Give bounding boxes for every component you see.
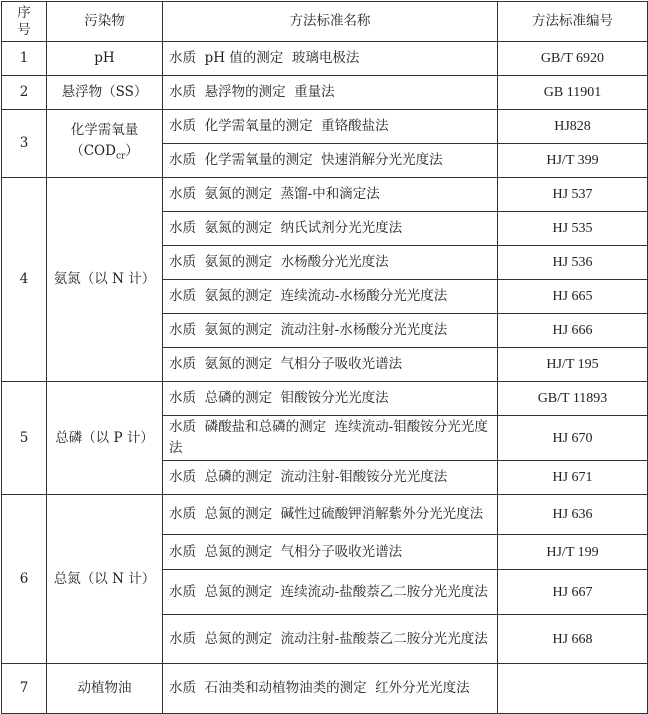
method-name: 水质 氨氮的测定 流动注射-水杨酸分光光度法 <box>163 314 498 348</box>
method-code: GB 11901 <box>498 76 648 110</box>
method-name: 水质 氨氮的测定 连续流动-水杨酸分光光度法 <box>163 280 498 314</box>
method-code: HJ 671 <box>498 461 648 495</box>
method-name: 水质 pH 值的测定 玻璃电极法 <box>163 42 498 76</box>
pollutant-cell: pH <box>47 42 163 76</box>
method-code: HJ 667 <box>498 570 648 615</box>
method-name: 水质 氨氮的测定 纳氏试剂分光光度法 <box>163 212 498 246</box>
method-name: 水质 总氮的测定 碱性过硫酸钾消解紫外分光光度法 <box>163 495 498 535</box>
method-name: 水质 氨氮的测定 气相分子吸收光谱法 <box>163 348 498 382</box>
method-code: HJ/T 199 <box>498 535 648 570</box>
method-code: GB/T 6920 <box>498 42 648 76</box>
method-name: 水质 氨氮的测定 水杨酸分光光度法 <box>163 246 498 280</box>
pollutant-cell <box>47 110 163 178</box>
method-code: HJ 668 <box>498 615 648 664</box>
row-number: 3 <box>2 110 47 178</box>
method-name: 水质 总磷的测定 钼酸铵分光光度法 <box>163 382 498 416</box>
pollutant-cell: 总磷（以 P 计） <box>47 382 163 495</box>
row-number: 2 <box>2 76 47 110</box>
table-row <box>2 110 648 144</box>
method-code: HJ 636 <box>498 495 648 535</box>
method-code: HJ/T 195 <box>498 348 648 382</box>
method-name: 水质 磷酸盐和总磷的测定 连续流动-钼酸铵分光光度法 <box>163 416 498 461</box>
table-row <box>2 495 648 535</box>
method-name: 水质 悬浮物的测定 重量法 <box>163 76 498 110</box>
header-pollutant: 污染物 <box>47 2 163 42</box>
method-code: HJ/T 399 <box>498 144 648 178</box>
pollutant-close: ） <box>125 142 139 159</box>
method-code: HJ828 <box>498 110 648 144</box>
method-code: HJ 670 <box>498 416 648 461</box>
header-row <box>2 2 648 42</box>
method-name: 水质 化学需氧量的测定 快速消解分光光度法 <box>163 144 498 178</box>
method-code: HJ 665 <box>498 280 648 314</box>
pollutant-subscript: cr <box>115 151 126 162</box>
header-method-code: 方法标准编号 <box>498 2 648 42</box>
method-code <box>498 664 648 714</box>
pollutant-abbr: （COD <box>70 142 116 159</box>
pollutant-cell: 动植物油 <box>47 664 163 714</box>
row-number: 7 <box>2 664 47 714</box>
method-name: 水质 化学需氧量的测定 重铬酸盐法 <box>163 110 498 144</box>
table-row <box>2 178 648 212</box>
method-code: GB/T 11893 <box>498 382 648 416</box>
row-number: 5 <box>2 382 47 495</box>
row-number: 1 <box>2 42 47 76</box>
method-name: 水质 总磷的测定 流动注射-钼酸铵分光光度法 <box>163 461 498 495</box>
pollutant-name: 化学需氧量 <box>70 121 139 138</box>
table-row <box>2 42 648 76</box>
header-method-name: 方法标准名称 <box>163 2 498 42</box>
pollutant-cell: 总氮（以 N 计） <box>47 495 163 664</box>
table-row <box>2 76 648 110</box>
method-code: HJ 535 <box>498 212 648 246</box>
method-code: HJ 537 <box>498 178 648 212</box>
method-name: 水质 石油类和动植物油类的测定 红外分光光度法 <box>163 664 498 714</box>
method-name: 水质 总氮的测定 气相分子吸收光谱法 <box>163 535 498 570</box>
table-row <box>2 664 648 714</box>
pollutant-cell: 悬浮物（SS） <box>47 76 163 110</box>
row-number: 6 <box>2 495 47 664</box>
method-name: 水质 总氮的测定 连续流动-盐酸萘乙二胺分光光度法 <box>163 570 498 615</box>
standards-table <box>1 1 648 714</box>
method-name: 水质 总氮的测定 流动注射-盐酸萘乙二胺分光光度法 <box>163 615 498 664</box>
pollutant-cell: 氨氮（以 N 计） <box>47 178 163 382</box>
table-row <box>2 382 648 416</box>
method-name: 水质 氨氮的测定 蒸馏-中和滴定法 <box>163 178 498 212</box>
method-code: HJ 536 <box>498 246 648 280</box>
row-number: 4 <box>2 178 47 382</box>
header-no: 序号 <box>2 2 47 42</box>
method-code: HJ 666 <box>498 314 648 348</box>
